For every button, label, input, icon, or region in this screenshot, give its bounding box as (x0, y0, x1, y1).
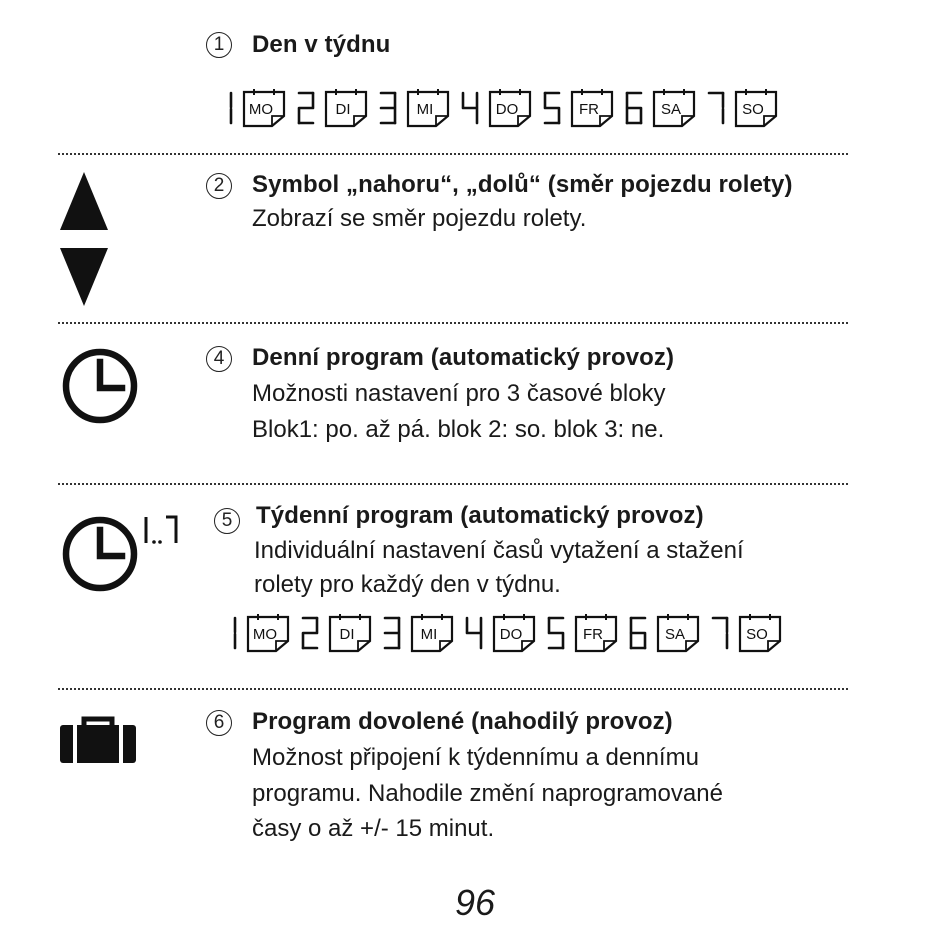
day-item (214, 88, 286, 128)
day-label: SO (746, 626, 768, 643)
calendar-icon (246, 613, 290, 653)
calendar-icon (734, 88, 778, 128)
calendar-icon (242, 88, 286, 128)
day-label: MI (420, 626, 438, 643)
day-item (710, 613, 782, 653)
section-4-line-2: Blok1: po. až pá. blok 2: so. blok 3: ne. (252, 416, 665, 443)
arrow-up-icon (58, 170, 110, 232)
day-label: MO (252, 626, 278, 643)
section-1-title: Den v týdnu (252, 31, 391, 58)
day-row-2 (218, 613, 792, 653)
day-digit (378, 91, 398, 125)
calendar-icon (570, 88, 614, 128)
day-digit (542, 91, 562, 125)
weekly-range-indicator (142, 513, 180, 547)
day-label: MI (416, 101, 434, 118)
day-item (218, 613, 290, 653)
section-6-line-1: Možnost připojení k týdennímu a dennímu (252, 744, 699, 771)
day-digit (624, 91, 644, 125)
day-digit (214, 91, 234, 125)
section-2-number: 2 (206, 173, 232, 199)
day-label: DI (339, 626, 355, 643)
day-digit (460, 91, 480, 125)
section-2-title: Symbol „nahoru“, „dolů“ (směr pojezdu rolety) (252, 171, 793, 198)
section-4-number: 4 (206, 346, 232, 372)
calendar-icon (574, 613, 618, 653)
section-6-line-2: programu. Nahodile změní naprogramované (252, 780, 723, 807)
day-digit (710, 616, 730, 650)
section-5-line-1: Individuální nastavení časů vytažení a stažení (254, 537, 744, 564)
section-6-line-3: časy o až +/- 15 minut. (252, 815, 495, 842)
day-digit (296, 91, 316, 125)
day-digit (300, 616, 320, 650)
calendar-icon (406, 88, 450, 128)
day-digit (706, 91, 726, 125)
day-label: DO (499, 626, 523, 643)
section-1-number: 1 (206, 32, 232, 58)
calendar-icon (738, 613, 782, 653)
separator (58, 483, 848, 485)
day-label: DO (495, 101, 519, 118)
day-item (464, 613, 536, 653)
clock-week-icon (60, 514, 140, 594)
section-5-line-2: rolety pro každý den v týdnu. (254, 571, 561, 598)
separator (58, 688, 848, 690)
calendar-icon (492, 613, 536, 653)
day-label: SO (742, 101, 764, 118)
section-5-number: 5 (214, 508, 240, 534)
calendar-icon (410, 613, 454, 653)
calendar-icon (324, 88, 368, 128)
day-item (296, 88, 368, 128)
day-item (300, 613, 372, 653)
day-item (542, 88, 614, 128)
day-label: FR (583, 626, 603, 643)
day-digit (546, 616, 566, 650)
day-item (628, 613, 700, 653)
day-digit (628, 616, 648, 650)
section-6-number: 6 (206, 710, 232, 736)
section-4-title: Denní program (automatický provoz) (252, 344, 675, 371)
day-label: DI (335, 101, 351, 118)
day-label: FR (579, 101, 599, 118)
separator (58, 322, 848, 324)
suitcase-icon (58, 714, 138, 764)
clock-icon (60, 346, 140, 426)
day-label: SA (660, 101, 682, 118)
day-item (624, 88, 696, 128)
calendar-icon (488, 88, 532, 128)
day-item (460, 88, 532, 128)
day-label: MO (248, 101, 274, 118)
page-number: 96 (454, 882, 496, 923)
section-5-title: Týdenní program (automatický provoz) (256, 502, 704, 529)
day-row-1 (214, 88, 788, 128)
day-digit (382, 616, 402, 650)
calendar-icon (656, 613, 700, 653)
calendar-icon (328, 613, 372, 653)
day-digit (218, 616, 238, 650)
day-item (706, 88, 778, 128)
day-item (378, 88, 450, 128)
day-item (546, 613, 618, 653)
section-6-title: Program dovolené (nahodilý provoz) (252, 708, 673, 735)
section-4-line-1: Možnosti nastavení pro 3 časové bloky (252, 380, 666, 407)
day-digit (464, 616, 484, 650)
calendar-icon (652, 88, 696, 128)
day-item (382, 613, 454, 653)
section-2-line-1: Zobrazí se směr pojezdu rolety. (252, 205, 587, 232)
arrow-down-icon (58, 246, 110, 308)
separator (58, 153, 848, 155)
day-label: SA (664, 626, 686, 643)
